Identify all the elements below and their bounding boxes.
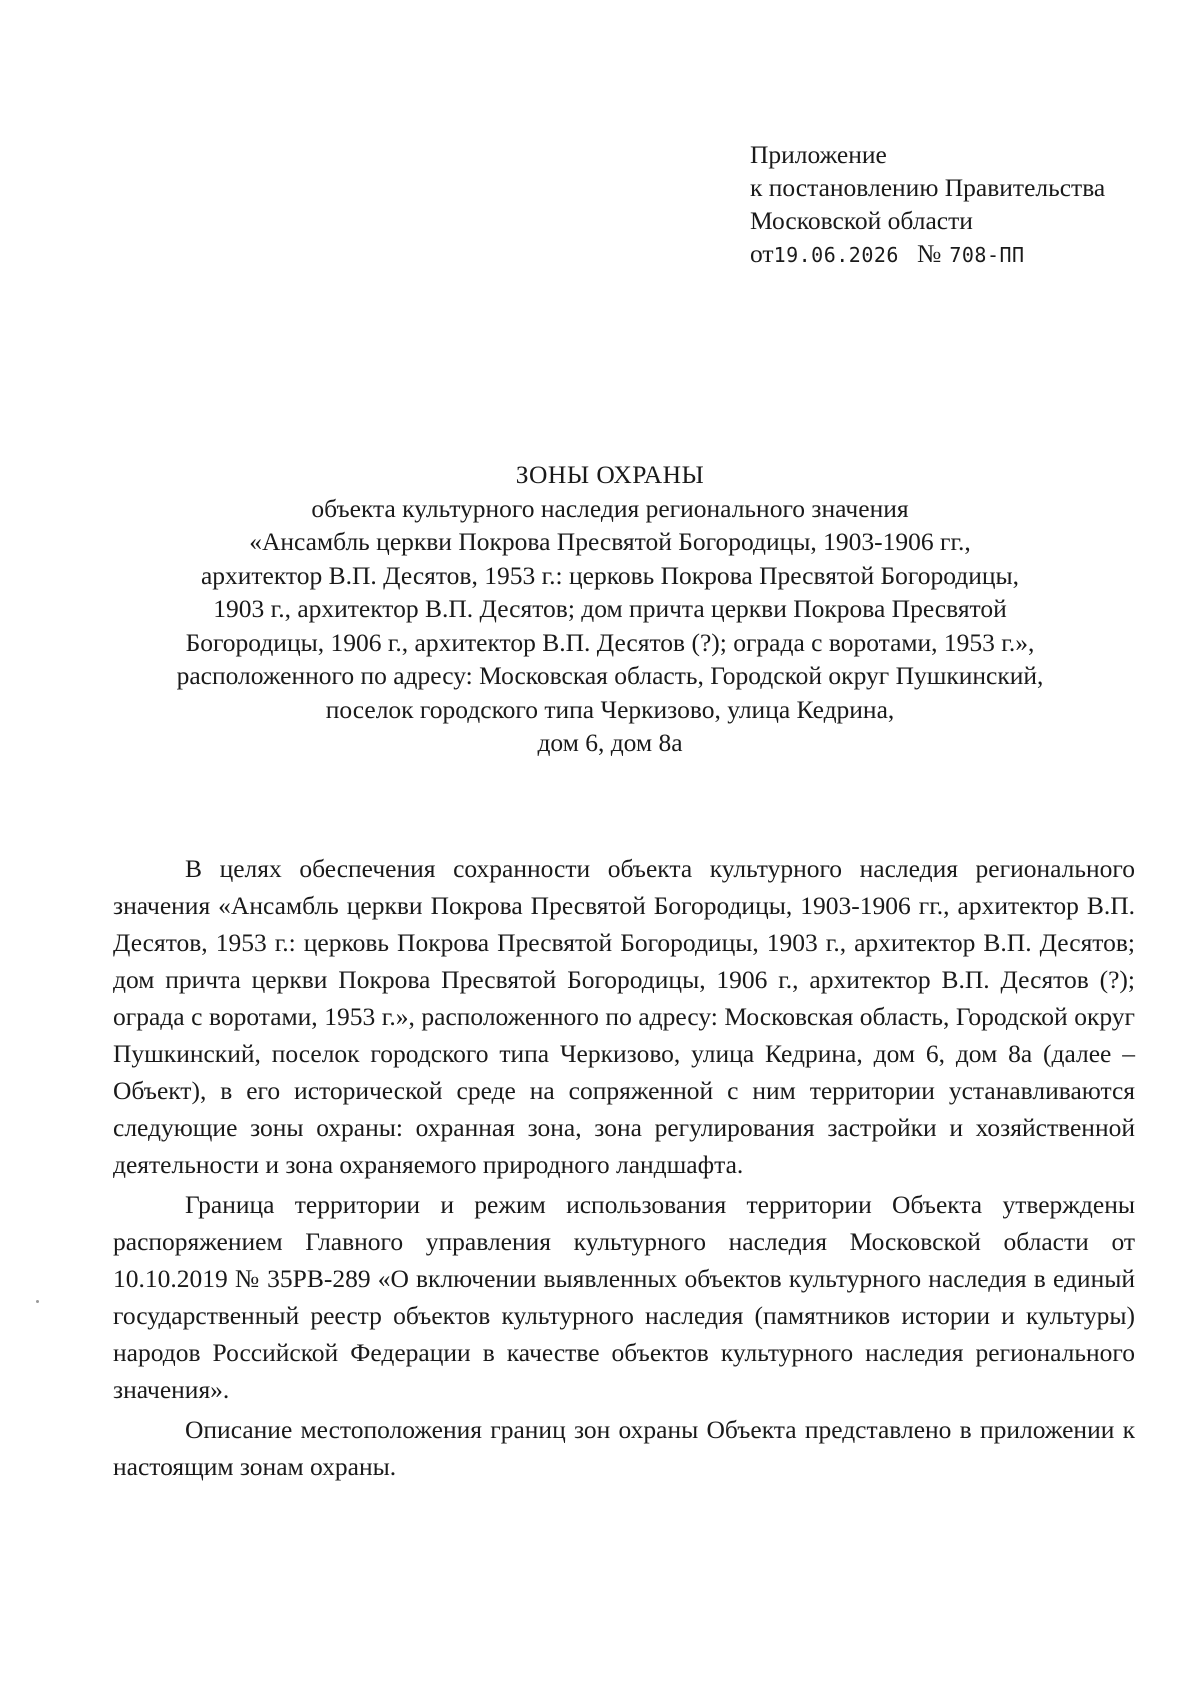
appendix-resolution-line: к постановлению Правительства <box>750 173 1106 202</box>
body-paragraph-boundary: Граница территории и режим использования территории Объекта утверждены распоряжением Главного управления культурного наследия Московской области от 10.10.2019 № 35РВ-289 «О включении выявленных объектов культурного наследия в единый государственный реестр объектов культурного наследия (памятников истории и культуры) народов Российской Федерации в качестве объектов культурного наследия регионального значения». <box>113 1190 1135 1404</box>
date-prefix: от <box>750 239 774 268</box>
appendix-header <box>750 138 1170 272</box>
title-line: «Ансамбль церкви Покрова Пресвятой Богородицы, 1903-1906 гг., <box>249 527 971 556</box>
title-line: Богородицы, 1906 г., архитектор В.П. Десятов (?); ограда с воротами, 1953 г.», <box>185 627 1035 657</box>
appendix-region-line: Московской области <box>750 206 973 235</box>
title-line: дом 6, дом 8а <box>537 728 683 757</box>
title-line: 1903 г., архитектор В.П. Десятов; дом причта церкви Покрова Пресвятой <box>213 594 1007 623</box>
scan-speck <box>36 1300 39 1303</box>
appendix-date-line <box>750 237 1170 272</box>
title-line: архитектор В.П. Десятов, 1953 г.: церковь Покрова Пресвятой Богородицы, <box>200 560 1020 590</box>
number-sign: № <box>916 239 942 268</box>
body-paragraph-purpose: В целях обеспечения сохранности объекта культурного наследия регионального значения «Ансамбль церкви Покрова Пресвятой Богородицы, 1903-1906 гг., архитектор В.П. Десятов, 1953 г.: церковь Покрова Пресвятой Богородицы, 1903 г., архитектор В.П. Десятов; дом причта церкви Покрова Пресвятой Богородицы, 1906 г., архитектор В.П. Десятов (?); ограда с воротами, 1953 г.», расположенного по адресу: Московская область, Городской округ Пушкинский, поселок городского типа Черкизово, улица Кедрина, дом 6, дом 8а (далее – Объект), в его исторической среде на сопряженной с ним территории устанавливаются следующие зоны охраны: охранная зона, зона регулирования застройки и хозяйственной деятельности и зона охраняемого природного ландшафта. <box>113 854 1135 1179</box>
title-line: объекта культурного наследия регионального значения <box>311 493 909 523</box>
document-title-block <box>110 458 1110 760</box>
body-paragraph-description: Описание местоположения границ зон охраны Объекта представлено в приложении к настоящим зонам охраны. <box>113 1415 1135 1481</box>
resolution-number: 708-ПП <box>949 243 1025 267</box>
title-line: поселок городского типа Черкизово, улица Кедрина, <box>325 694 895 724</box>
document-heading: ЗОНЫ ОХРАНЫ <box>515 460 705 489</box>
title-line: расположенного по адресу: Московская область, Городской округ Пушкинский, <box>176 661 1044 690</box>
appendix-label: Приложение <box>750 140 887 169</box>
document-body <box>113 850 1135 1485</box>
resolution-date: 19.06.2026 <box>773 243 899 267</box>
